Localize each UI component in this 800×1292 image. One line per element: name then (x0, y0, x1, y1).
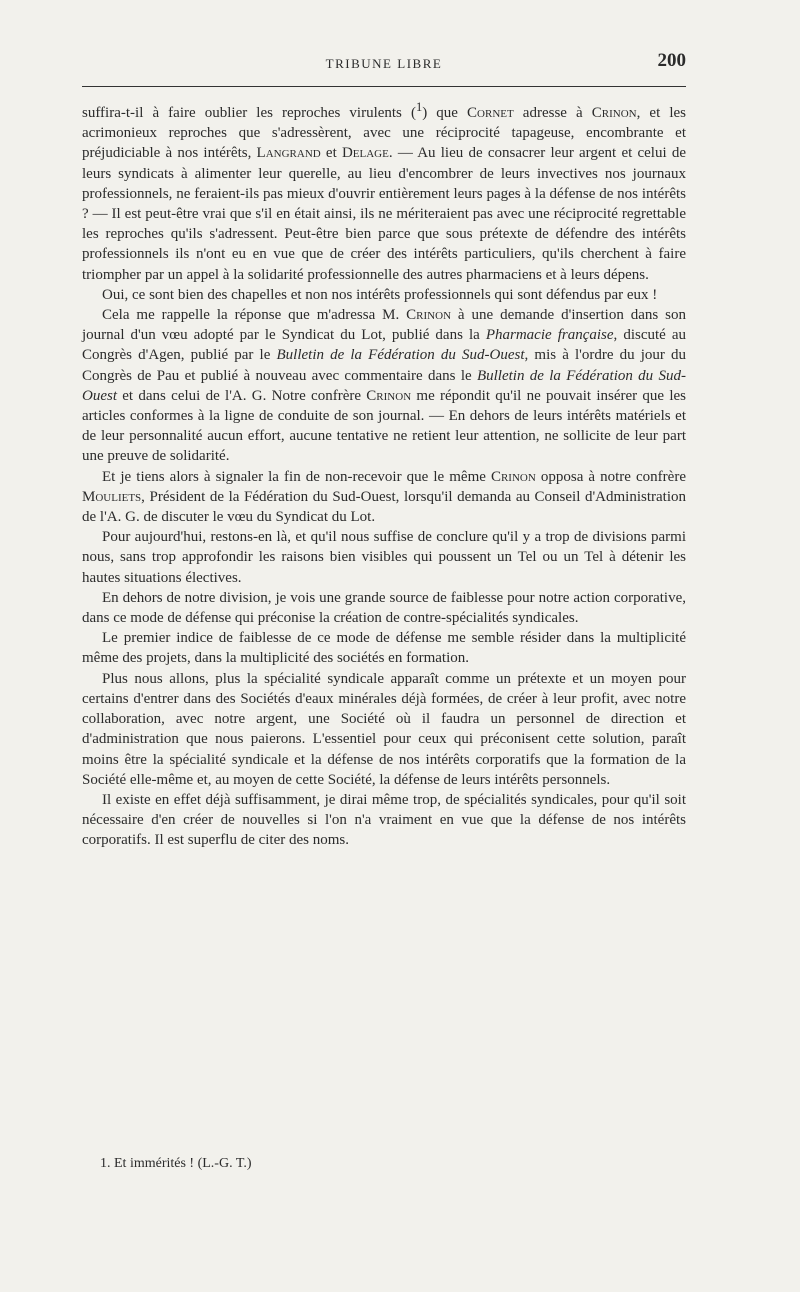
text-run: . — Au lieu de consacrer leur argent et celui de leurs syndicats à alimenter leur querelle, au lieu d'encombrer de leurs invectives nos journaux professionnels, ne feraient-ils pas mieux d'ouvrir entièrement leurs pages à la défense de nos intérêts ? — Il est peut-être vrai que s'il en était ainsi, ils ne mériteraient pas avec une réciprocité regrettable les reproches qu'ils s'adressent. Peut-être bien parce que sous prétexte de défendre des intérêts professionnels ils n'ont eu en vue que de créer des intérêts particuliers, qu'ils cherchent à faire triompher par un appel à la solidarité professionnelle des autres pharmaciens et à leurs dépens. (82, 145, 686, 283)
name-small-caps: Cornet (467, 105, 514, 121)
text-run: Il existe en effet déjà suffisamment, je dirai même trop, de spécialités syndicales, pour qu'il soit nécessaire d'en créer de nouvelles si l'on n'a vraiment en vue que la défense de nos intérêts corporatifs. Il est superflu de citer des noms. (82, 791, 686, 849)
text-run: ) que (422, 105, 468, 121)
paragraph (82, 527, 686, 588)
name-small-caps: Mouliets (82, 488, 142, 505)
footnote: 1. Et immérités ! (L.-G. T.) (100, 1156, 252, 1171)
page-number: 200 (657, 50, 686, 71)
paragraph (82, 588, 686, 628)
paragraph (82, 669, 686, 790)
text-run: , discuté au Congrès d'Agen, publié par le (82, 327, 687, 364)
article-body (82, 97, 686, 851)
paragraph (82, 97, 686, 285)
name-small-caps: Crinon (591, 105, 637, 121)
name-small-caps: Crinon (406, 307, 452, 324)
text-run: Cela me rappelle la réponse que m'adressa M. (102, 307, 407, 324)
name-small-caps: Crinon (490, 468, 536, 485)
name-small-caps: Delage (341, 145, 389, 162)
text-run: Le premier indice de faiblesse de ce mode de défense me semble résider dans la multiplicité même des projets, dans la multiplicité des sociétés en formation. (82, 630, 686, 667)
text-run: Et je tiens alors à signaler la fin de non-recevoir que le même (102, 468, 491, 485)
text-run: et dans celui de l'A. G. Notre confrère (117, 387, 367, 404)
paragraph (82, 790, 686, 851)
text-run: Pour aujourd'hui, restons-en là, et qu'il nous suffise de conclure qu'il y a trop de divisions parmi nous, sans trop approfondir les raisons bien visibles qui poussent un Tel ou un Tel à détenir les hautes situations électives. (82, 529, 686, 586)
text-run: , et les acrimonieux reproches que s'adressèrent, avec une réciprocité tapageuse, encombrante et préjudiciable à nos intérêts, (82, 105, 686, 162)
paragraph (82, 305, 686, 467)
text-run: à une demande d'insertion dans son journal d'un vœu adopté par le Syndicat du Lot, publié dans la (82, 307, 686, 344)
running-title: TRIBUNE LIBRE (325, 56, 443, 71)
paragraph (82, 285, 686, 305)
text-run: Oui, ce sont bien des chapelles et non nos intérêts professionnels qui sont défendus par eux ! (102, 286, 658, 303)
header-rule (82, 86, 686, 87)
text-run: , mis à l'ordre du jour du Congrès de Pau et publié à nouveau avec commentaire dans le (82, 347, 686, 384)
paragraph (82, 467, 686, 528)
text-run: suffira-t-il à faire oublier les reproches virulents ( (82, 105, 416, 121)
text-run: adresse à (513, 105, 592, 121)
text-run: , Président de la Fédération du Sud-Ouest, lorsqu'il demanda au Conseil d'Administration de l'A. G. de discuter le vœu du Syndicat du Lot. (82, 488, 686, 526)
running-header (82, 50, 686, 78)
publication-title: Bulletin de la Fédération du Sud-Ouest (82, 367, 686, 404)
paragraph (82, 628, 686, 668)
footnote-marker: 1 (415, 100, 423, 114)
text-run: En dehors de notre division, je vois une grande source de faiblesse pour notre action corporative, dans ce mode de défense qui préconise la création de contre-spécialités syndicales. (82, 589, 686, 627)
text-run: et (320, 145, 342, 162)
name-small-caps: Langrand (256, 145, 321, 162)
publication-title: Bulletin de la Fédération du Sud-Ouest (276, 347, 525, 364)
text-run: opposa à notre confrère (535, 468, 686, 485)
publication-title: Pharmacie française (485, 327, 614, 344)
text-run: Plus nous allons, plus la spécialité syndicale apparaît comme un prétexte et un moyen pour certains d'entrer dans des Sociétés d'eaux minérales déjà formées, de créer à leur profit, avec notre collaboration, avec notre argent, une Société où il faudra un personnel de direction et d'administration que nous paierons. L'essentiel pour ceux qui préconisent cette solution, paraît moins être la spécialité syndicale et la défense de nos intérêts corporatifs que la formation de la Société elle-même et, au moyen de cette Société, la défense de leurs intérêts personnels. (82, 670, 686, 788)
text-run: me répondit qu'il ne pouvait insérer que les articles conformes à la ligne de conduite de son journal. — En dehors de leurs intérêts matériels et de leur personnalité aucun effort, aucune tentative ne retient leur attention, ne sollicite de leur part une preuve de solidarité. (82, 387, 687, 465)
name-small-caps: Crinon (366, 387, 412, 404)
